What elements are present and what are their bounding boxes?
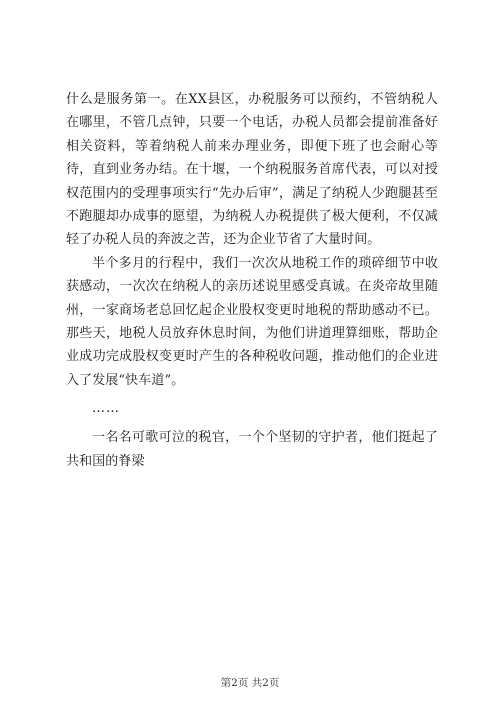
paragraph-closing: 一名名可歌可泣的税官，一个个坚韧的守护者，他们挺起了共和国的脊梁 xyxy=(66,430,438,469)
paragraph-service-first: 什么是服务第一。在XX县区，办税服务可以预约，不管纳税人在哪里，不管几点钟，只要一个电话，办税人员都会提前准备好相关资料，等着纳税人前来办理业务，即便下班了也会耐心等待，直到业务办结。在十堰，一个纳税服务首席代表，可以对授权范围内的受理事项实行“先办后审”，满足了纳税人少跑腿甚至不跑腿却办成事的愿望，为纳税人办税提供了极大便利，不仅减轻了办税人员的奔波之苦，还为企业节省了大量时间。 xyxy=(66,92,438,248)
page-footer: 第2页 共2页 xyxy=(220,677,280,689)
paragraph-journey: 半个多月的行程中，我们一次次从地税工作的琐碎细节中收获感动，一次次在纳税人的亲历述说里感受真诚。在炎帝故里随州，一家商场老总回忆起企业股权变更时地税的帮助感动不已。那些天，地税人员放弃休息时间，为他们讲道理算细账，帮助企业成功完成股权变更时产生的各种税收问题，推动他们的企业进入了发展“快车道”。 xyxy=(66,255,438,388)
document-body xyxy=(66,88,438,473)
ellipsis-marker: …… xyxy=(92,401,120,417)
